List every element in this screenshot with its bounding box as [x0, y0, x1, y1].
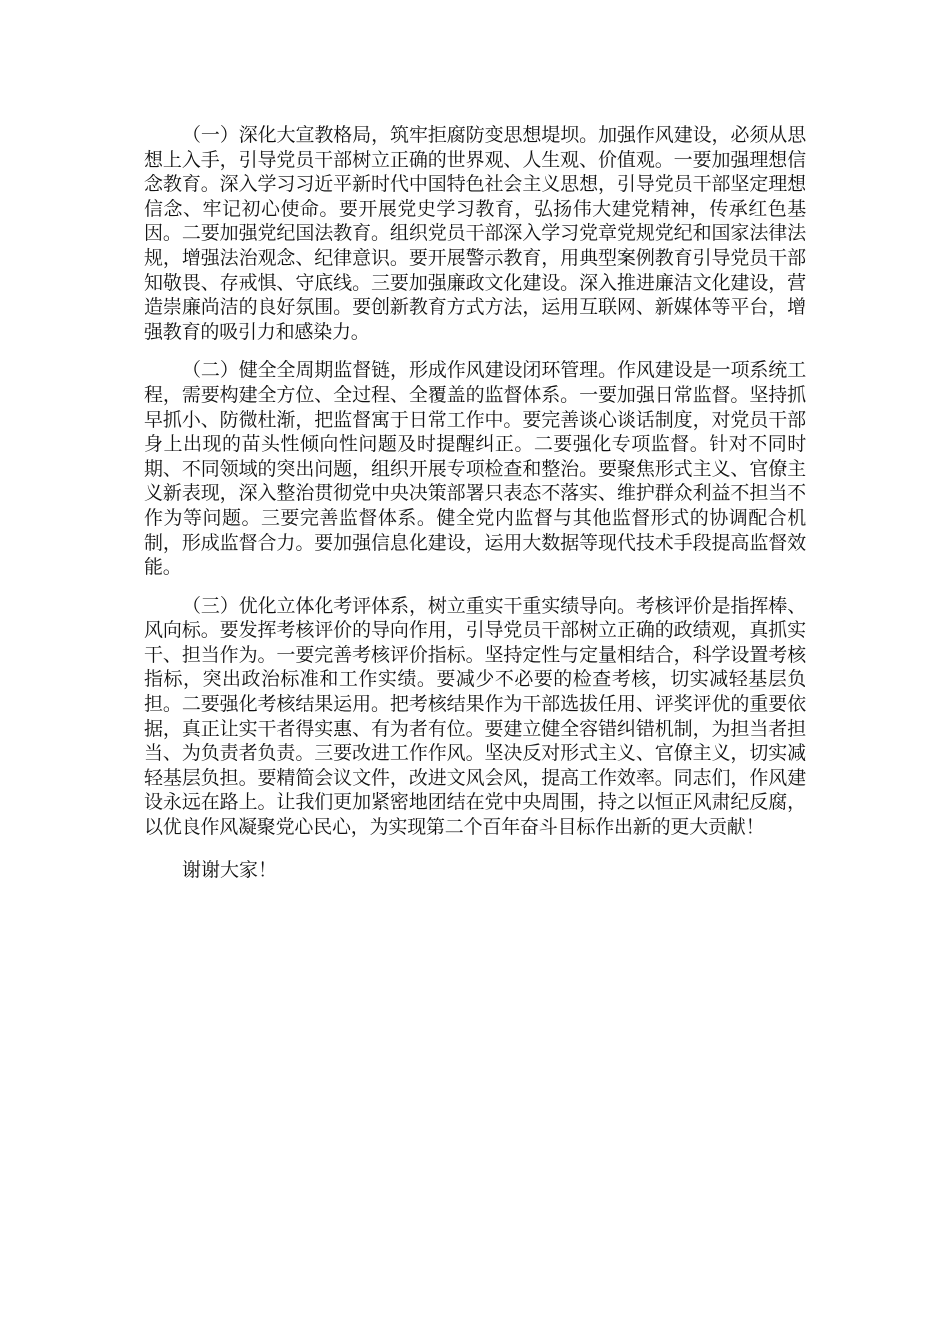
- paragraph-3: （三）优化立体化考评体系，树立重实干重实绩导向。考核评价是指挥棒、风向标。要发挥考核评价的导向作用，引导党员干部树立正确的政绩观，真抓实干、担当作为。一要完善考核评价指标。坚持定性与定量相结合，科学设置考核指标，突出政治标准和工作实绩。要减少不必要的检查考核，切实减轻基层负担。二要强化考核结果运用。把考核结果作为干部选拔任用、评奖评优的重要依据，真正让实干者得实惠、有为者有位。要建立健全容错纠错机制，为担当者担当、为负责者负责。三要改进工作作风。坚决反对形式主义、官僚主义，切实减轻基层负担。要精简会议文件，改进文风会风，提高工作效率。同志们，作风建设永远在路上。让我们更加紧密地团结在党中央周围，持之以恒正风肃纪反腐，以优良作风凝聚党心民心，为实现第二个百年奋斗目标作出新的更大贡献！: [144, 594, 806, 839]
- closing-line: 谢谢大家！: [182, 858, 278, 881]
- document-body: [144, 123, 806, 901]
- paragraph-2: （二）健全全周期监督链，形成作风建设闭环管理。作风建设是一项系统工程，需要构建全方位、全过程、全覆盖的监督体系。一要加强日常监督。坚持抓早抓小、防微杜渐，把监督寓于日常工作中。要完善谈心谈话制度，对党员干部身上出现的苗头性倾向性问题及时提醒纠正。二要强化专项监督。针对不同时期、不同领域的突出问题，组织开展专项检查和整治。要聚焦形式主义、官僚主义新表现，深入整治贯彻党中央决策部署只表态不落实、维护群众利益不担当不作为等问题。三要完善监督体系。健全党内监督与其他监督形式的协调配合机制，形成监督合力。要加强信息化建设，运用大数据等现代技术手段提高监督效能。: [144, 359, 806, 579]
- paragraph-1: （一）深化大宣教格局，筑牢拒腐防变思想堤坝。加强作风建设，必须从思想上入手，引导党员干部树立正确的世界观、人生观、价值观。一要加强理想信念教育。深入学习习近平新时代中国特色社会主义思想，引导党员干部坚定理想信念、牢记初心使命。要开展党史学习教育，弘扬伟大建党精神，传承红色基因。二要加强党纪国法教育。组织党员干部深入学习党章党规党纪和国家法律法规，增强法治观念、纪律意识。要开展警示教育，用典型案例教育引导党员干部知敬畏、存戒惧、守底线。三要加强廉政文化建设。深入推进廉洁文化建设，营造崇廉尚洁的良好氛围。要创新教育方式方法，运用互联网、新媒体等平台，增强教育的吸引力和感染力。: [144, 124, 806, 343]
